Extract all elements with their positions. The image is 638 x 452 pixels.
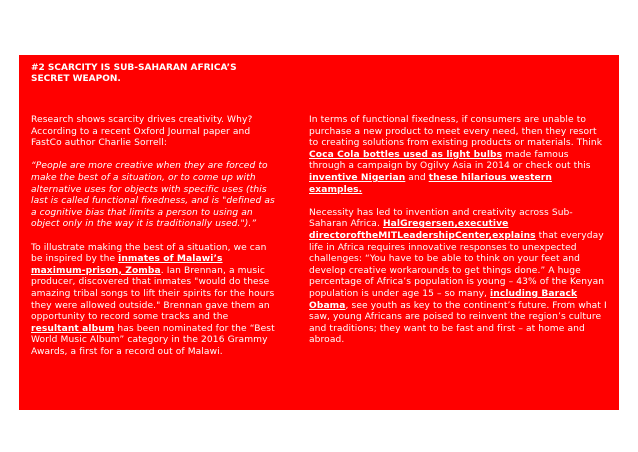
link-hal-gregersen[interactable]: HalGregersen,executive directoroftheMITLeadershipCenter,explains: [309, 219, 536, 241]
text-run: . Ian Brennan, a music producer, discovered that inmates "would do these amazing tribal songs to lift their spirits for the hours they were allowed outside." Brennan gave them an opportunity to record some tracks and the: [31, 265, 275, 323]
left-column: [31, 115, 279, 370]
link-resultant-album[interactable]: resultant album: [31, 323, 115, 334]
text-run: , see youth as key to the continent’s future. From what I saw, young Africans are poised to reinvent the region’s culture and traditions; they want to be fast and first – at home and abroad.: [309, 300, 607, 346]
malawi-paragraph: [31, 243, 279, 359]
link-malawi-prison[interactable]: inmates of Malawi’s maximum-prison, Zomba: [31, 254, 223, 276]
right-column: [309, 115, 607, 358]
fixedness-paragraph: [309, 115, 607, 196]
slide-title: [31, 63, 281, 85]
text-run: has been nominated for the “Best World Music Album” category in the 2016 Grammy Awards, a first for a record out of Malawi.: [31, 323, 275, 357]
necessity-paragraph: [309, 208, 607, 347]
slide: [19, 55, 619, 410]
link-coca-cola-bottles[interactable]: Coca Cola bottles used as light bulbs: [309, 149, 503, 160]
text-run: Necessity has led to invention and creativity across Sub-Saharan Africa.: [309, 207, 573, 230]
text-run: In terms of functional fixedness, if consumers are unable to purchase a new product to meet every need, then they resort to creating solutions from existing products or materials. Think: [309, 115, 603, 149]
text-run: that everyday life in Africa requires innovative responses to unexpected challenges: “You have to be able to think on your feet and develop creative workarounds to get things done.” A huge percentage of Africa’s population is young – 43% of the Kenyan population is under age 15 – so many,: [309, 230, 605, 299]
text-run: made famous through a campaign by Ogilvy Asia in 2014 or check out this: [309, 149, 591, 172]
link-barack-obama[interactable]: including Barack Obama: [309, 288, 578, 311]
title-line-1: #2 SCARCITY IS SUB-SAHARAN AFRICA’S: [31, 63, 237, 73]
text-run: and: [405, 172, 429, 183]
link-western-examples[interactable]: these hilarious western examples.: [309, 172, 552, 195]
link-inventive-nigerian[interactable]: inventive Nigerian: [309, 172, 406, 183]
intro-paragraph: Research shows scarcity drives creativity. Why? According to a recent Oxford Journal paper and FastCo author Charlie Sorrell:: [31, 115, 253, 149]
quote-paragraph: “People are more creative when they are forced to make the best of a situation, or to come up with alternative uses for objects with specific uses (this last is called functional fixedness, and is "defined as a cognitive bias that limits a person to using an object only in the way it is traditionally used.").”: [31, 161, 275, 230]
title-line-2: SECRET WEAPON.: [31, 74, 121, 85]
text-run: To illustrate making the best of a situation, we can be inspired by the: [31, 242, 267, 265]
